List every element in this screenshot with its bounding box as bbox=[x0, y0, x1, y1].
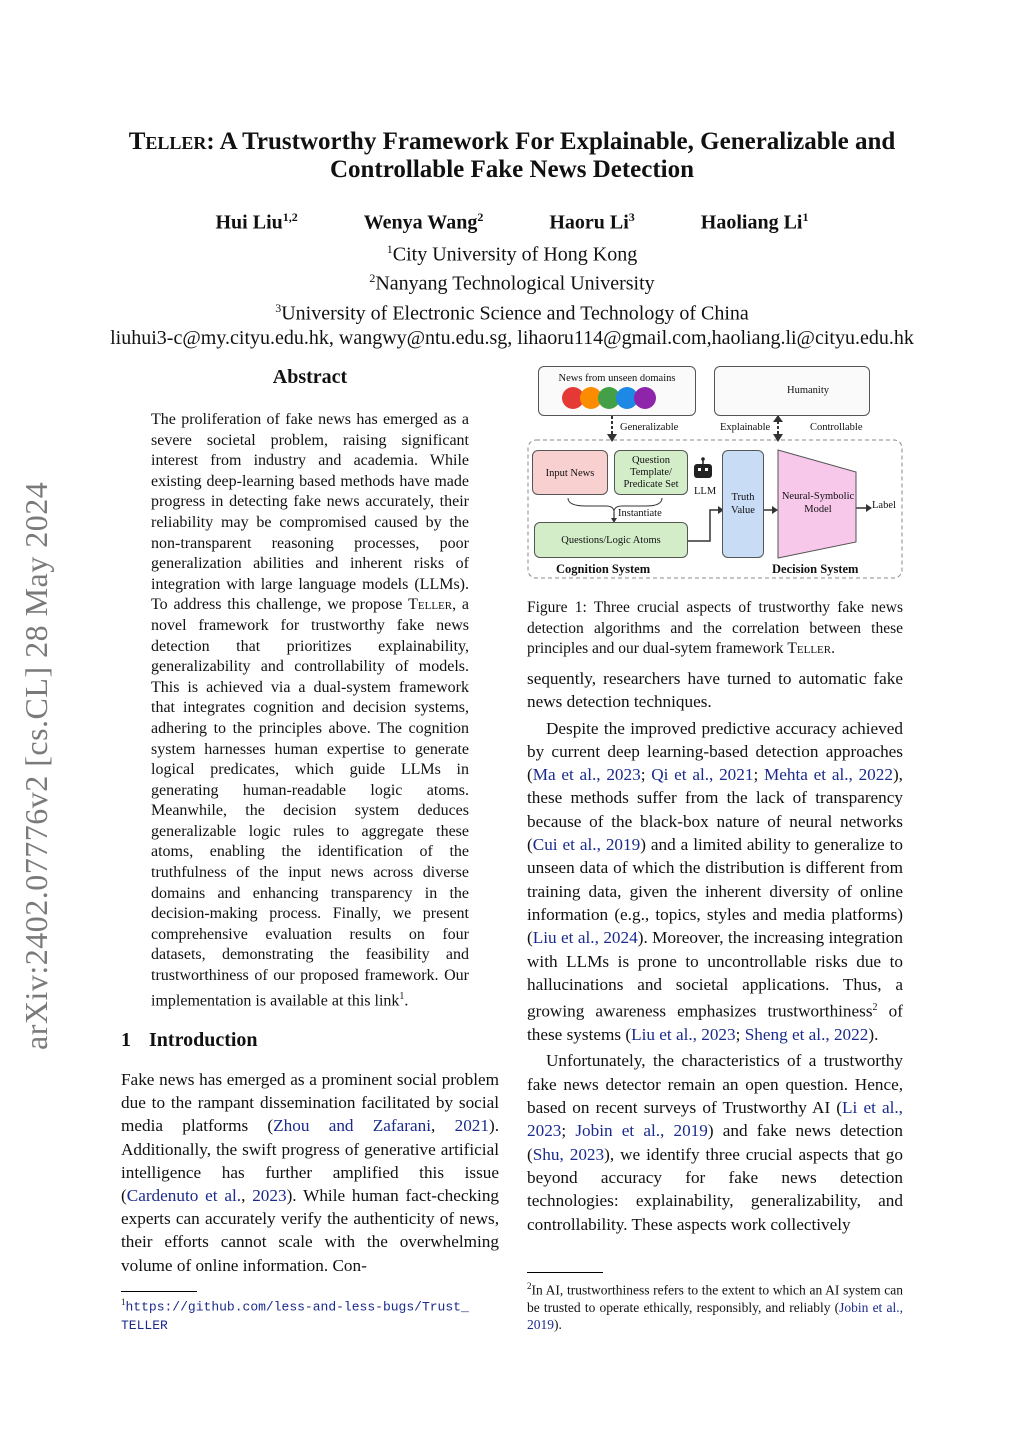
citation-link[interactable]: Mehta et al., 2022 bbox=[764, 765, 893, 785]
arrowhead bbox=[607, 434, 617, 442]
repository-link-continued[interactable]: TELLER bbox=[121, 1318, 168, 1334]
robot-icon bbox=[694, 464, 712, 478]
citation-link[interactable]: Sheng et al., 2022 bbox=[744, 1025, 869, 1045]
citation-link[interactable]: Jobin et al., 2019 bbox=[527, 1299, 903, 1332]
citation-year-link[interactable]: 2021 bbox=[454, 1116, 489, 1136]
footnote-2: $^2$In AI, trustworthiness refers to the extent to which an AI system can be trusted to operate ethically, responsibly, and reliably (Jobin et al., 2019). bbox=[527, 1281, 903, 1332]
controllable-label: Controllable bbox=[810, 422, 863, 433]
right-column-body bbox=[527, 667, 903, 1236]
affiliation: $^3$University of Electronic Science and Technology of China bbox=[275, 300, 749, 325]
paragraph: sequently, researchers have turned to automatic fake news detection techniques. bbox=[527, 669, 903, 712]
author: Haoru Li$^3$ bbox=[549, 210, 635, 234]
generalizable-label: Generalizable bbox=[620, 422, 679, 433]
author: Haoliang Li$^1$ bbox=[700, 210, 809, 234]
citation-link[interactable]: Jobin et al., 2019 bbox=[575, 1121, 708, 1141]
author-block bbox=[100, 205, 924, 350]
citation-year-link[interactable]: 2023 bbox=[252, 1186, 287, 1206]
explainable-label: Explainable bbox=[720, 422, 771, 433]
paragraph: Despite the improved predictive accuracy achieved by current deep learning-based detection approaches (Ma et al., 2023; Qi et al., 2021; Mehta et al., 2022), these methods suffer from the lack of transparency because of the black-box nature of neural networks (Cui et al., 2019) and a limited ability to generalize to unseen data of which the distribution is different from training data, given the inherent diversity of online information (e.g., topics, styles and media platforms) (Liu et al., 2024). Moreover, the increasing integration with LLMs is prone to uncontrollable risks due to hallucinations and societal applications. Thus, a growing awareness emphasizes trustworthiness$^2$ of these systems (Liu et al., 2023; Sheng et al., 2022). bbox=[527, 718, 903, 1045]
figure-caption: Figure 1: Three crucial aspects of trustworthy fake news detection algorithms and the correlation between these principles and our dual-sytem framework Teller. bbox=[527, 599, 903, 658]
affiliation: $^1$City University of Hong Kong bbox=[386, 241, 638, 266]
affiliation: $^2$Nanyang Technological University bbox=[369, 271, 655, 295]
citation-link[interactable]: Ma et al., 2023 bbox=[532, 765, 641, 785]
footnote-1: $^1$https://github.com/less-and-less-bugs/Trust_ TELLER bbox=[121, 1297, 469, 1334]
author: Wenya Wang$^2$ bbox=[363, 210, 484, 234]
citation-link[interactable]: Shu, 2023 bbox=[532, 1144, 605, 1164]
arxiv-identifier: arXiv:2402.07776v2 [cs.CL] 28 May 2024 bbox=[18, 481, 54, 1050]
llm-label: LLM bbox=[694, 486, 717, 497]
paragraph: Unfortunately, the characteristics of a trustworthy fake news detector remain an open question. Hence, based on recent surveys of Trustworthy AI (Li et al., 2023; Jobin et al., 2019) and fake news detection (Shu, 2023), we identify three crucial aspects that go beyond accuracy for fake news detection technologies: explainability, generalizability, and controllability. These aspects work collectively bbox=[527, 1051, 903, 1234]
arrowhead bbox=[773, 415, 783, 422]
neural-symbolic-label: Neural-Symbolic Model bbox=[781, 491, 855, 515]
paper-title bbox=[100, 128, 924, 184]
footnote-divider bbox=[527, 1272, 603, 1273]
domain-color-circle bbox=[634, 387, 656, 409]
question-template-box: Question Template/ Predicate Set bbox=[614, 450, 688, 495]
title-line1: : A Trustworthy Framework For Explainable, Generalizable and bbox=[206, 128, 896, 155]
author: Hui Liu$^{1,2}$ bbox=[215, 210, 298, 234]
figure-1-diagram bbox=[526, 362, 906, 584]
title-line2: Controllable Fake News Detection bbox=[329, 156, 695, 183]
humanity-box: Humanity bbox=[714, 366, 870, 416]
atoms-to-truth-arrow bbox=[688, 510, 720, 541]
citation-link[interactable]: Qi et al., 2021 bbox=[651, 765, 754, 785]
abstract-body: The proliferation of fake news has emerged as a severe societal problem, raising significant interest from industry and academia. While existing deep-learning based methods have made progress in detecting fake news accurately, their reliability may be compromised caused by the non-transparent reasoning processes, poor generalization abilities and inherent risks of integration with large language models (LLMs). To address this challenge, we propose Teller, a novel framework for trustworthy fake news detection that prioritizes explainability, generalizability and controllability of models. This is achieved via a dual-system framework that integrates cognition and decision systems, adhering to the principles above. The cognition system harnesses human expertise to generate logical predicates, which guide LLMs in generating human-readable logic atoms. Meanwhile, the decision system deduces generalizable logic rules to aggregate these atoms, enabling the identification of the truthfulness of the input news across diverse domains and enhancing transparency in the decision-making process. Finally, we present comprehensive evaluation results on four datasets, demonstrating the feasibility and trustworthiness of our proposed framework. Our implementation is available at this link$^1$. bbox=[151, 411, 469, 1009]
repository-link[interactable]: https://github.com/less-and-less-bugs/Trust_ bbox=[125, 1299, 469, 1315]
arrowhead bbox=[772, 506, 778, 514]
abstract-heading: Abstract bbox=[272, 366, 348, 388]
instantiate-label: Instantiate bbox=[618, 508, 662, 519]
title-system-name: Teller bbox=[128, 128, 207, 155]
citation-link[interactable]: Cui et al., 2019 bbox=[532, 835, 641, 855]
citation-link[interactable]: Zhou and Zafarani bbox=[273, 1116, 432, 1136]
section-heading-introduction: 1 Introduction bbox=[121, 1029, 258, 1051]
citation-link[interactable]: Liu et al., 2024 bbox=[532, 928, 638, 948]
arrowhead bbox=[773, 434, 783, 442]
decision-system-label: Decision System bbox=[772, 562, 859, 576]
citation-link[interactable]: Cardenuto et al. bbox=[126, 1186, 242, 1206]
citation-link[interactable]: Liu et al., 2023 bbox=[631, 1025, 736, 1045]
input-news-box: Input News bbox=[532, 450, 608, 495]
author-emails: liuhui3-c@my.cityu.edu.hk, wangwy@ntu.edu.sg, lihaoru114@gmail.com,haoliang.li@cityu.edu.hk bbox=[110, 326, 914, 349]
footnote-mark[interactable]: 2 bbox=[872, 1002, 878, 1014]
author-list bbox=[100, 205, 924, 235]
cognition-system-label: Cognition System bbox=[556, 562, 651, 576]
introduction-paragraph: Fake news has emerged as a prominent social problem due to the rampant dissemination facilitated by social media platforms (Zhou and Zafarani, 2021). Additionally, the swift progress of generative artificial intelligence has further amplified this issue (Cardenuto et al., 2023). While human fact-checking experts can accurately verify the authenticity of news, their efforts cannot scale with the overwhelming volume of online information. Con- bbox=[121, 1070, 500, 1275]
truth-value-box: Truth Value bbox=[722, 450, 764, 558]
footnote-mark[interactable]: 1 bbox=[399, 990, 405, 1002]
footnote-divider bbox=[121, 1291, 197, 1292]
news-domains-box: News from unseen domains bbox=[538, 366, 696, 416]
citation-link[interactable]: Li et al., 2023 bbox=[527, 1098, 903, 1141]
label-output: Label bbox=[872, 500, 896, 511]
logic-atoms-box: Questions/Logic Atoms bbox=[534, 522, 688, 558]
